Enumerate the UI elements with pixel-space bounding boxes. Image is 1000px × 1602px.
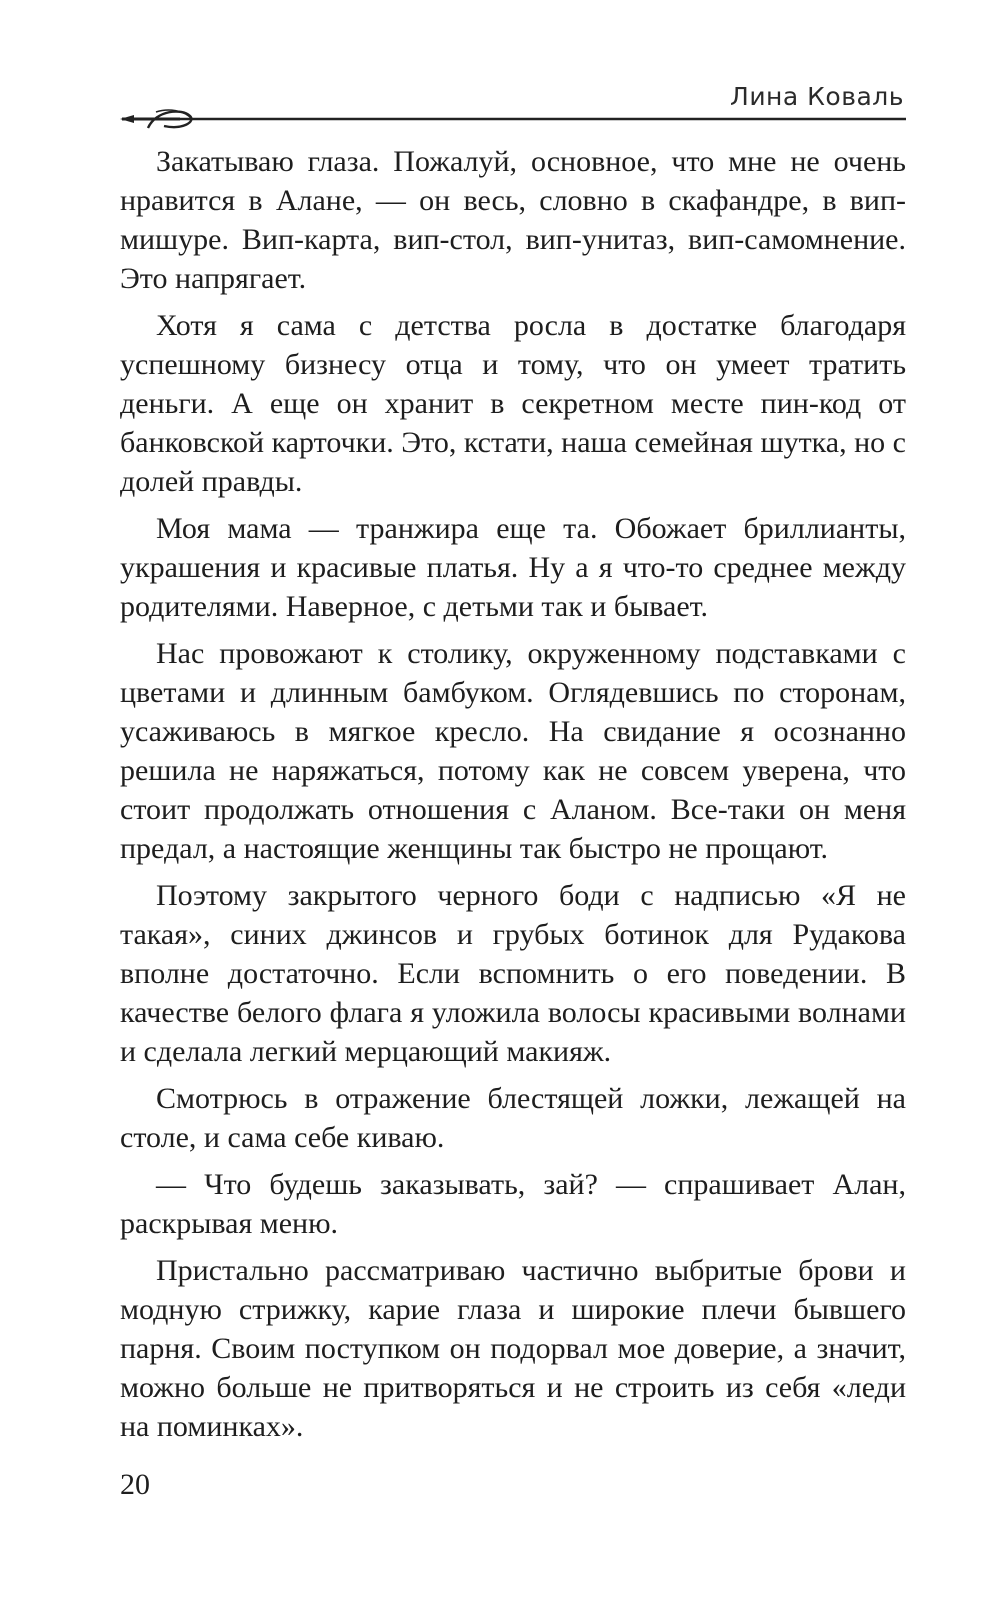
page-number: 20: [120, 1468, 150, 1501]
paragraph: Хотя я сама с детства росла в достатке благодаря успешному бизнесу отца и тому, что он умеет тратить деньги. А еще он хранит в секретном месте пин-код от банковской карточки. Это, кстати, наша семейная шутка, но с долей правды.: [120, 309, 906, 498]
paragraph: Нас провожают к столику, окруженному подставками с цветами и длинным бамбуком. Оглядевшись по сторонам, усаживаюсь в мягкое кресло. На свидание я осознанно решила не наряжаться, потому как не совсем уверена, что стоит продолжать отношения с Аланом. Все-таки он меня предал, а настоящие женщины так быстро не прощают.: [120, 637, 906, 865]
paragraph: Смотрюсь в отражение блестящей ложки, лежащей на столе, и сама себе киваю.: [120, 1082, 906, 1154]
running-header-author: Лина Коваль: [730, 82, 904, 111]
paragraph: Моя мама — транжира еще та. Обожает бриллианты, украшения и красивые платья. Ну а я что-то среднее между родителями. Наверное, с детьми так и бывает.: [120, 512, 906, 623]
body-text: [120, 142, 906, 1454]
paragraph: Поэтому закрытого черного боди с надписью «Я не такая», синих джинсов и грубых ботинок для Рудакова вполне достаточно. Если вспомнить о его поведении. В качестве белого флага я уложила волосы красивыми волнами и сделала легкий мерцающий макияж.: [120, 879, 906, 1068]
header-rule-ornament: [120, 106, 906, 136]
paragraph: Пристально рассматриваю частично выбритые брови и модную стрижку, карие глаза и широкие плечи бывшего парня. Своим поступком он подорвал мое доверие, а значит, можно больше не притворяться и не строить из себя «леди на поминках».: [120, 1254, 906, 1443]
paragraph: Закатываю глаза. Пожалуй, основное, что мне не очень нравится в Алане, — он весь, словно в скафандре, в вип-мишуре. Вип-карта, вип-стол, вип-унитаз, вип-самомнение. Это напрягает.: [120, 145, 906, 295]
paragraph: — Что будешь заказывать, зай? — спрашивает Алан, раскрывая меню.: [120, 1168, 906, 1240]
